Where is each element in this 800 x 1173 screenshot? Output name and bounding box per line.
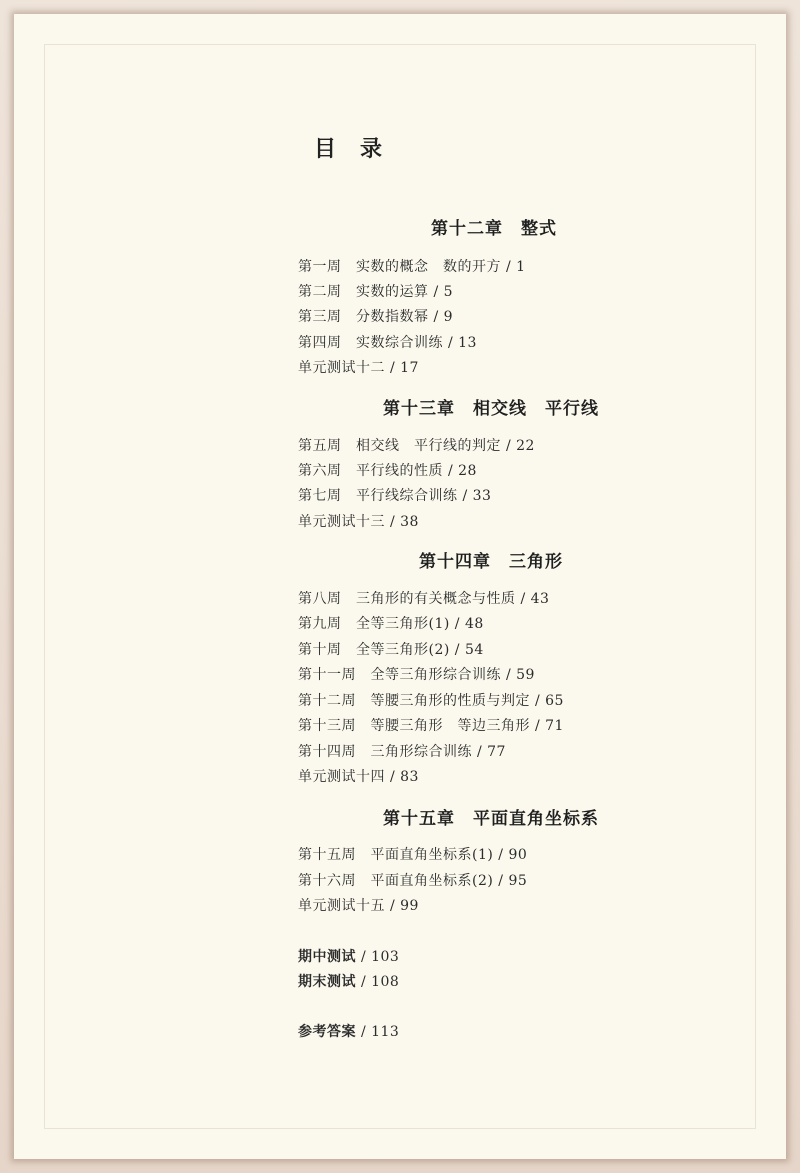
- final-test-label: 期末测试: [298, 974, 356, 990]
- answers-entry[interactable]: [298, 1021, 399, 1041]
- page-border: [44, 44, 756, 1129]
- toc-entry[interactable]: 第十周 全等三角形(2) / 54: [298, 642, 484, 658]
- toc-entry[interactable]: 第四周 实数综合训练 / 13: [298, 335, 477, 351]
- toc-entry[interactable]: 第三周 分数指数幂 / 9: [298, 309, 454, 325]
- chapter-15-title: 第十五章 平面直角坐标系: [383, 809, 599, 829]
- final-test-entry[interactable]: [298, 971, 399, 991]
- toc-entry[interactable]: 第二周 实数的运算 / 5: [298, 284, 454, 300]
- chapter-13-title: 第十三章 相交线 平行线: [383, 399, 599, 419]
- toc-entry[interactable]: 单元测试十五 / 99: [298, 898, 419, 914]
- answers-page: / 113: [356, 1024, 400, 1040]
- toc-entry[interactable]: 第八周 三角形的有关概念与性质 / 43: [298, 591, 550, 607]
- chapter-14-title: 第十四章 三角形: [419, 552, 563, 572]
- toc-entry[interactable]: 第七周 平行线综合训练 / 33: [298, 488, 492, 504]
- toc-entry[interactable]: 第十五周 平面直角坐标系(1) / 90: [298, 847, 528, 863]
- toc-entry[interactable]: 单元测试十四 / 83: [298, 769, 419, 785]
- toc-entry[interactable]: 第十二周 等腰三角形的性质与判定 / 65: [298, 693, 564, 709]
- midterm-test-entry[interactable]: [298, 946, 399, 966]
- toc-entry[interactable]: 第六周 平行线的性质 / 28: [298, 463, 477, 479]
- answers-label: 参考答案: [298, 1024, 356, 1040]
- final-test-page: / 108: [356, 974, 400, 990]
- toc-entry[interactable]: 第十一周 全等三角形综合训练 / 59: [298, 667, 535, 683]
- toc-entry[interactable]: 单元测试十三 / 38: [298, 514, 419, 530]
- toc-entry[interactable]: 第十三周 等腰三角形 等边三角形 / 71: [298, 718, 564, 734]
- toc-entry[interactable]: 第一周 实数的概念 数的开方 / 1: [298, 259, 526, 275]
- toc-title: 目录: [314, 136, 407, 162]
- document-page: [14, 14, 786, 1159]
- toc-entry[interactable]: 第九周 全等三角形(1) / 48: [298, 616, 484, 632]
- midterm-test-page: / 103: [356, 949, 400, 965]
- midterm-test-label: 期中测试: [298, 949, 356, 965]
- toc-entry[interactable]: 第十四周 三角形综合训练 / 77: [298, 744, 506, 760]
- toc-entry[interactable]: 第十六周 平面直角坐标系(2) / 95: [298, 873, 528, 889]
- toc-entry[interactable]: 单元测试十二 / 17: [298, 360, 419, 376]
- toc-entry[interactable]: 第五周 相交线 平行线的判定 / 22: [298, 438, 535, 454]
- chapter-12-title: 第十二章 整式: [431, 219, 557, 239]
